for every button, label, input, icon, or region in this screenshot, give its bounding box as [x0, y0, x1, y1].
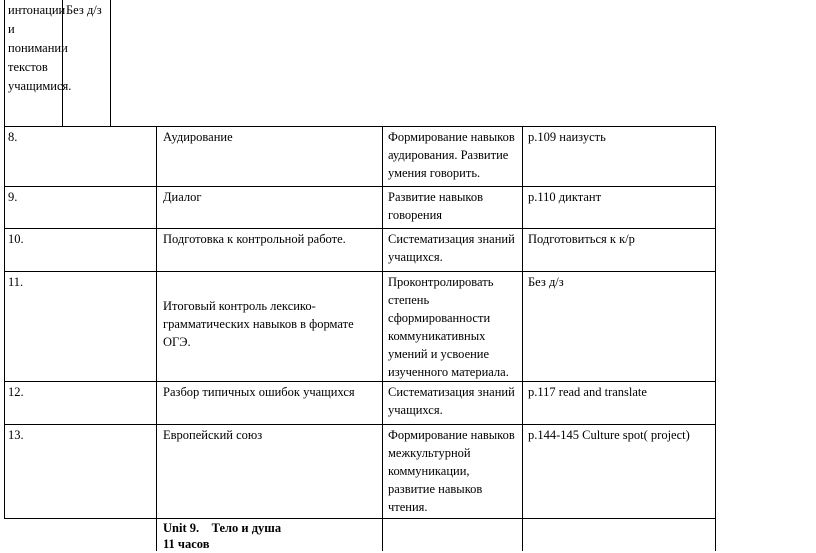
table-border: [382, 126, 383, 551]
row-number: 8.: [8, 130, 18, 144]
row-topic: Разбор типичных ошибок учащихся: [163, 385, 355, 399]
row-homework: p.110 диктант: [528, 190, 602, 204]
row-goal: Развитие навыков говорения: [388, 190, 483, 222]
row-topic: Диалог: [163, 190, 202, 204]
row-goal: Формирование навыков аудирования. Развитие умения говорить.: [388, 130, 515, 180]
row-number: 13.: [8, 428, 24, 442]
row-homework: p.109 наизусть: [528, 130, 606, 144]
table-border: [522, 126, 523, 551]
row-goal: Систематизация знаний учащихся.: [388, 385, 515, 417]
row-topic: Европейский союз: [163, 428, 263, 442]
table-border: [715, 126, 716, 551]
unit-title: Unit 9. Тело и душа: [163, 521, 282, 535]
row-topic: Итоговый контроль лексико-грамматических навыков в формате ОГЭ.: [163, 299, 354, 349]
top-block-cell-2: Без д/з: [66, 3, 102, 17]
table-border: [4, 126, 5, 518]
row-topic: Подготовка к контрольной работе.: [163, 232, 346, 246]
unit-hours: 11 часов: [163, 537, 210, 551]
table-border: [156, 126, 157, 551]
row-goal: Проконтролировать степень сформированности коммуникативных умений и усвоение изученного материала.: [388, 275, 509, 379]
row-homework: Подготовиться к к/р: [528, 232, 635, 246]
row-homework: p.117 read and translate: [528, 385, 647, 399]
row-number: 11.: [8, 275, 24, 289]
row-goal: Систематизация знаний учащихся.: [388, 232, 515, 264]
row-topic: Аудирование: [163, 130, 233, 144]
row-number: 10.: [8, 232, 24, 246]
row-homework: Без д/з: [528, 275, 564, 289]
row-number: 12.: [8, 385, 24, 399]
row-goal: Формирование навыков межкультурной коммуникации, развитие навыков чтения.: [388, 428, 515, 514]
top-block-cell-1: интонации и понимании текстов учащимися.: [8, 3, 72, 93]
row-number: 9.: [8, 190, 18, 204]
row-homework: p.144-145 Culture spot( project): [528, 428, 690, 442]
table-border: [110, 0, 111, 126]
